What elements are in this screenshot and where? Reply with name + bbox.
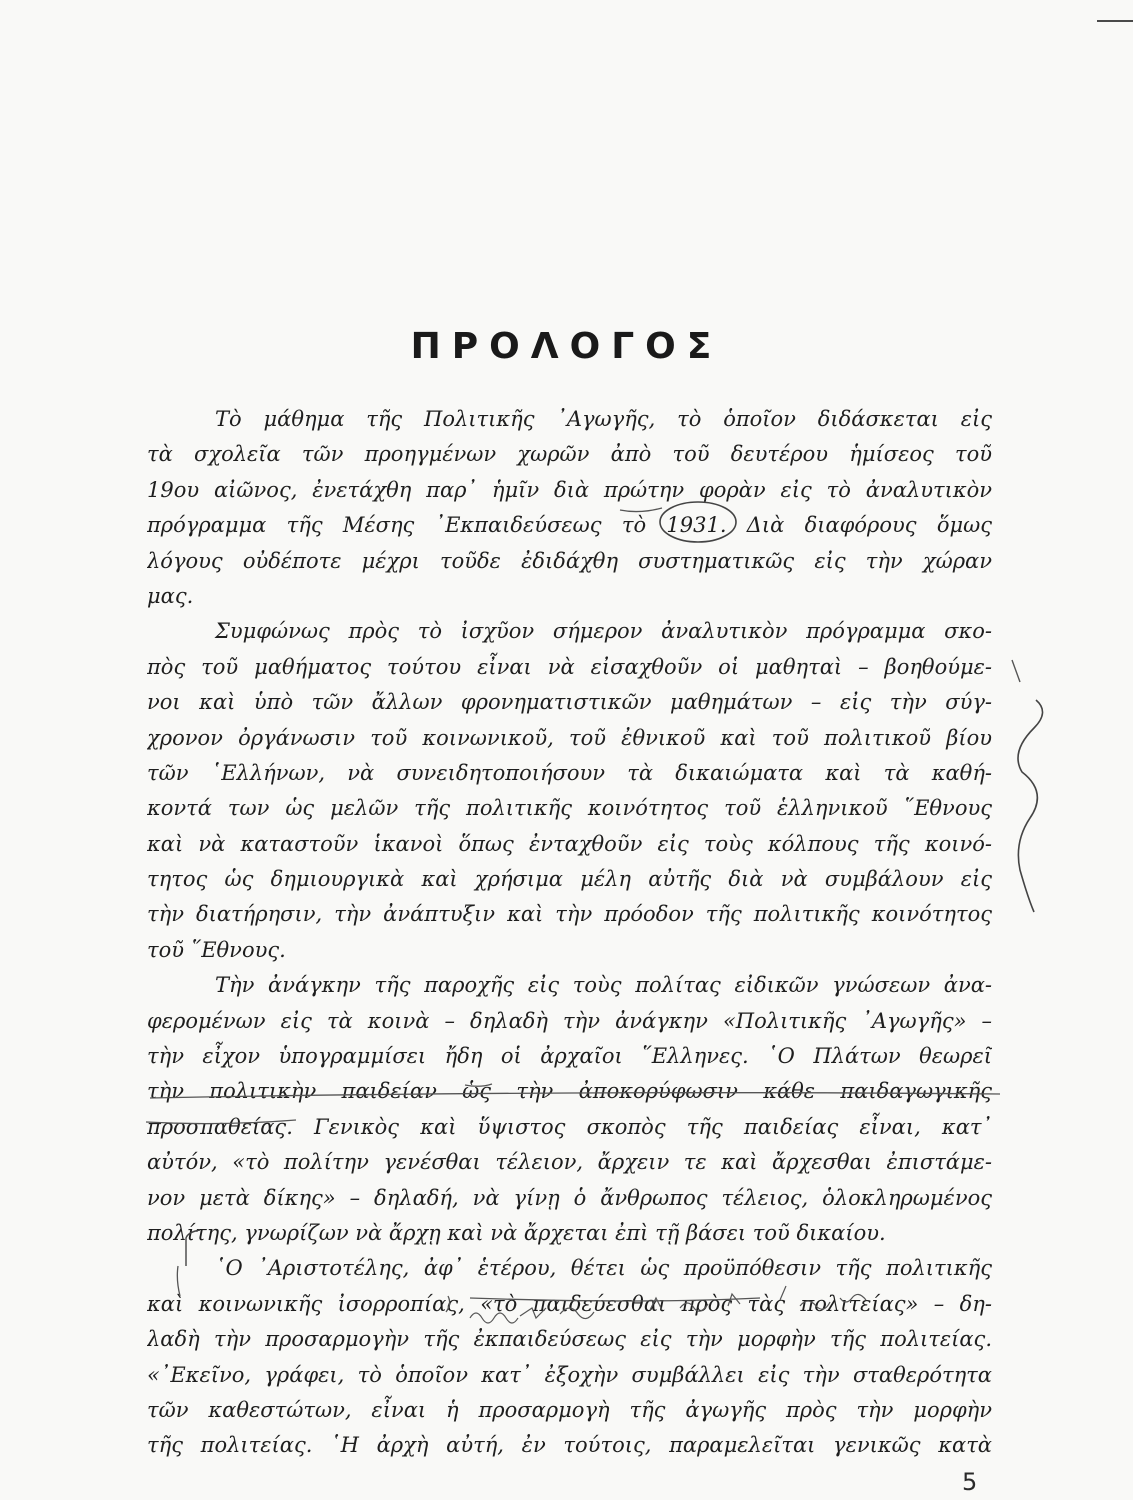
text-line: χρονον ὀργάνωσιν τοῦ κοινωνικοῦ, τοῦ ἐθνικοῦ καὶ τοῦ πολιτικοῦ βίου	[147, 725, 992, 750]
document-body	[147, 402, 992, 1464]
text-line: λόγους οὐδέποτε μέχρι τοῦδε ἐδιδάχθη συστηματικῶς εἰς τὴν χώραν	[147, 548, 992, 573]
scan-edge-mark	[1097, 20, 1133, 22]
text-line: 19ου αἰῶνος, ἐνετάχθη παρ᾽ ἡμῖν διὰ πρώτην φορὰν εἰς τὸ ἀναλυτικὸν	[147, 477, 992, 502]
text-line: τὰ σχολεῖα τῶν προηγμένων χωρῶν ἀπὸ τοῦ δευτέρου ἡμίσεος τοῦ	[147, 442, 992, 467]
text-line: τῶν καθεστώτων, εἶναι ἡ προσαρμογὴ τῆς ἀγωγῆς πρὸς τὴν μορφὴν	[147, 1397, 992, 1422]
text-line: λαδὴ τὴν προσαρμογὴν τῆς ἐκπαιδεύσεως εἰς τὴν μορφὴν τῆς πολιτείας.	[147, 1327, 992, 1352]
text-line: κοντά των ὡς μελῶν τῆς πολιτικῆς κοινότητος τοῦ ἑλληνικοῦ ῞Εθνους	[147, 796, 992, 821]
text-line: τὴν εἶχον ὑπογραμμίσει ἤδη οἱ ἀρχαῖοι ῞Ελληνες. ῾Ο Πλάτων θεωρεῖ	[147, 1044, 992, 1069]
text-line: καὶ κοινωνικῆς ἰσορροπίας, «τὸ παιδεύεσθαι πρὸς τὰς πολιτείας» – δη-	[147, 1291, 992, 1316]
text-line: Τὴν ἀνάγκην τῆς παροχῆς εἰς τοὺς πολίτας εἰδικῶν γνώσεων ἀνα-	[215, 973, 992, 998]
text-line: πρόγραμμα τῆς Μέσης ᾽Εκπαιδεύσεως τὸ 1931. Διὰ διαφόρους ὅμως	[147, 513, 992, 538]
text-line: «᾽Εκεῖνο, γράφει, τὸ ὁποῖον κατ᾽ ἐξοχὴν συμβάλλει εἰς τὴν σταθερότητα	[147, 1362, 992, 1387]
text-line: νον μετὰ δίκης» – δηλαδή, νὰ γίνῃ ὁ ἄνθρωπος τέλειος, ὁλοκληρωμένος	[147, 1185, 992, 1210]
text-line: αὐτόν, «τὸ πολίτην γενέσθαι τέλειον, ἄρχειν τε καὶ ἄρχεσθαι ἐπιστάμε-	[147, 1150, 992, 1175]
text-line: Τὸ μάθημα τῆς Πολιτικῆς ᾽Αγωγῆς, τὸ ὁποῖον διδάσκεται εἰς	[215, 407, 992, 431]
text-line: τοῦ ῞Εθνους.	[147, 937, 286, 962]
text-line: τῶν ῾Ελλήνων, νὰ συνειδητοποιήσουν τὰ δικαιώματα καὶ τὰ καθή-	[147, 760, 992, 785]
margin-tick	[1012, 660, 1020, 682]
text-line: καὶ νὰ καταστοῦν ἱκανοὶ ὅπως ἐνταχθοῦν εἰς τοὺς κόλπους τῆς κοινό-	[147, 831, 992, 856]
text-line: Συμφώνως πρὸς τὸ ἰσχῦον σήμερον ἀναλυτικὸν πρόγραμμα σκο-	[215, 619, 992, 644]
text-line: τητος ὡς δημιουργικὰ καὶ χρήσιμα μέλη αὐτῆς διὰ νὰ συμβάλουν εἰς	[147, 867, 992, 892]
page-title: ΠΡΟΛΟΓΟΣ	[410, 326, 723, 367]
text-line: νοι καὶ ὑπὸ τῶν ἄλλων φρονηματιστικῶν μαθημάτων – εἰς τὴν σύγ-	[147, 690, 992, 715]
text-line: προσπαθείας. Γενικὸς καὶ ὕψιστος σκοπὸς τῆς παιδείας εἶναι, κατ᾽	[147, 1114, 992, 1139]
text-line: τῆς πολιτείας. ῾Η ἀρχὴ αὐτή, ἐν τούτοις, παραμελεῖται γενικῶς κατὰ	[147, 1433, 992, 1458]
page-number: 5	[962, 1468, 978, 1496]
text-line: πὸς τοῦ μαθήματος τούτου εἶναι νὰ εἰσαχθοῦν οἱ μαθηταὶ – βοηθούμε-	[147, 654, 992, 679]
text-line: φερομένων εἰς τὰ κοινὰ – δηλαδὴ τὴν ἀνάγκην «Πολιτικῆς ᾽Αγωγῆς» –	[147, 1008, 992, 1033]
text-line: τὴν διατήρησιν, τὴν ἀνάπτυξιν καὶ τὴν πρόοδον τῆς πολιτικῆς κοινότητος	[147, 902, 992, 927]
margin-bracket	[1018, 700, 1043, 912]
text-line: ῾Ο ᾽Αριστοτέλης, ἀφ᾽ ἑτέρου, θέτει ὡς προϋπόθεσιν τῆς πολιτικῆς	[215, 1256, 992, 1281]
text-line: μας.	[147, 583, 194, 608]
text-line: τὴν πολιτικὴν παιδείαν ὡς τὴν ἀποκορύφωσιν κάθε παιδαγωγικῆς	[147, 1079, 992, 1104]
text-line: πολίτης, γνωρίζων νὰ ἄρχῃ καὶ νὰ ἄρχεται ἐπὶ τῇ βάσει τοῦ δικαίου.	[147, 1220, 886, 1245]
